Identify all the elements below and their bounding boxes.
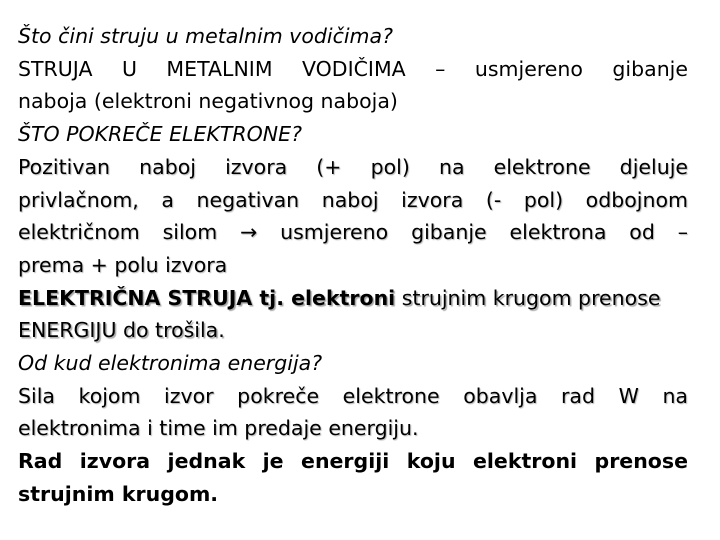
work-line-1: Sila kojom izvor pokreče elektrone obavlja rad W na bbox=[18, 383, 688, 408]
energy-transfer-line-1 bbox=[18, 282, 688, 315]
conclusion-line-2: strujnim krugom. bbox=[18, 481, 219, 506]
answer-line-3: električnom silom → usmjereno gibanje elektrona od – bbox=[18, 220, 688, 245]
definition-line-1: STRUJA U METALNIM VODIČIMA – usmjereno gibanje bbox=[18, 56, 688, 81]
question-current-in-metals: Što čini struju u metalnim vodičima? bbox=[18, 24, 393, 48]
energy-transfer-line-1-rest: strujnim krugom prenose bbox=[395, 285, 661, 310]
work-line-2: elektronima i time im predaje energiju. bbox=[18, 416, 419, 441]
slide-content bbox=[18, 20, 688, 511]
definition-line-2: naboja (elektroni negativnog naboja) bbox=[18, 89, 398, 114]
electric-current-emphasis: ELEKTRIČNA STRUJA tj. elektroni bbox=[18, 285, 396, 310]
answer-line-1: Pozitivan naboj izvora (+ pol) na elektrone djeluje bbox=[18, 154, 688, 179]
question-energy-source: Od kud elektronima energija? bbox=[18, 351, 323, 376]
conclusion-line-1: Rad izvora jednak je energiji koju elektroni prenose bbox=[18, 449, 688, 474]
question-what-drives-electrons: ŠTO POKREČE ELEKTRONE? bbox=[18, 122, 302, 147]
answer-line-2: privlačnom, a negativan naboj izvora (- pol) odbojnom bbox=[18, 187, 688, 212]
energy-transfer-line-2: ENERGIJU do trošila. bbox=[18, 318, 225, 343]
answer-line-4: prema + polu izvora bbox=[18, 252, 228, 277]
